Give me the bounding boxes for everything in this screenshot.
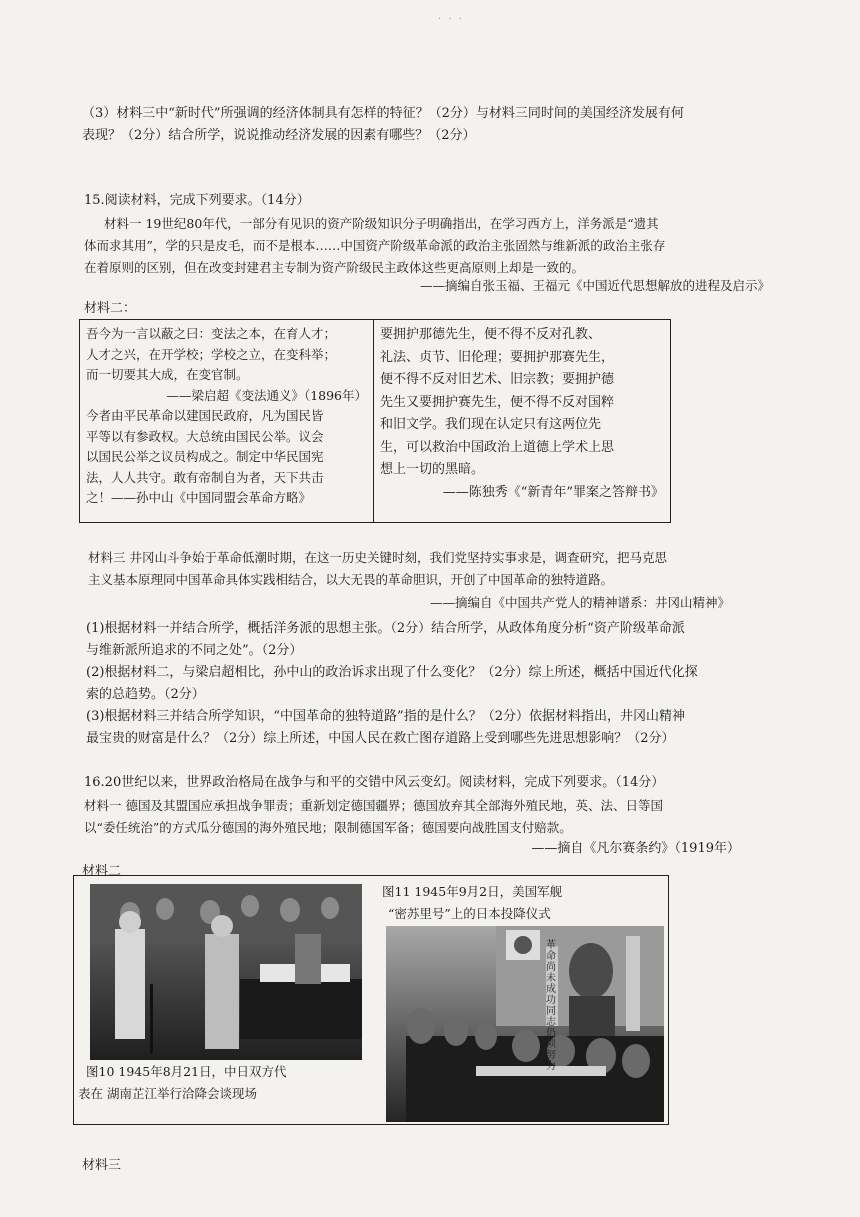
q15-material1-source: ——摘编自张玉福、王福元《中国近代思想解放的进程及启示》: [419, 278, 770, 293]
q16-material3-label: 材料三: [82, 1158, 122, 1173]
table-left-cell: [80, 320, 374, 522]
q15-material1-line3: 在着原则的区别，但在改变封建君主专制为资产阶级民主政体这些更高原则上却是一致的。: [84, 260, 585, 275]
figure11-poster-text: 革命尚未成功 同志仍须努力: [546, 940, 556, 1072]
q15-material2-table: [79, 319, 671, 523]
figure10-photo: [90, 884, 362, 1060]
table-left-source-sun: 之！——孙中山《中国同盟会革命方略》: [86, 490, 312, 505]
q15-question2-line2: 索的总趋势。（2分）: [86, 687, 205, 702]
q15-question3-line2: 最宝贵的财富是什么？（2分）综上所述，中国人民在救亡图存道路上受到哪些先进思想影响？（2分）: [86, 731, 675, 746]
table-left-line: 今者由平民革命以建国民政府，凡为国民皆: [86, 408, 324, 423]
table-left-line: 以国民公举之议员构成之。制定中华民国宪: [86, 449, 324, 464]
q15-material3-line1: 材料三 井冈山斗争始于革命低潮时期，在这一历史关键时刻，我们党坚持实事求是，调查研究，把马克思: [88, 550, 667, 565]
figure11-image: [386, 926, 664, 1122]
table-right-cell: [374, 320, 670, 522]
table-right-line: 生，可以救治中国政治上道德上学术上思: [380, 439, 615, 455]
q16-material2-label: 材料二: [82, 864, 122, 879]
figure10-image: [90, 884, 362, 1060]
table-right-line: 和旧文学。我们现在认定只有这两位先: [380, 417, 602, 432]
table-left-source-liang: ——梁启超《变法通义》（1896年）: [166, 387, 367, 403]
q16-material1-line1: 材料一 德国及其盟国应承担战争罪责；重新划定德国疆界；德国放弃其全部海外殖民地，英、法、日等国: [84, 798, 663, 813]
q16-material1-source: ——摘自《凡尔赛条约》（1919年）: [531, 841, 740, 856]
table-right-line: 想上一切的黑暗。: [380, 462, 485, 477]
figure10-caption-line2: 表在 湖南芷江举行洽降会谈现场: [78, 1086, 257, 1101]
q16-material2-figures: [73, 875, 669, 1125]
page-top-marks: · · ·: [438, 14, 464, 25]
table-right-line: 礼法、贞节、旧伦理；要拥护那赛先生，: [380, 349, 615, 365]
table-left-line: 法，人人共守。敢有帝制自为者，天下共击: [86, 469, 324, 485]
q15-material1-line2: 体而求其用”，学的只是皮毛，而不是根本……中国资产阶级革命派的政治主张固然与维新派的政治主张存: [84, 238, 666, 253]
table-left-line: 吾今为一言以蔽之曰：变法之本，在育人才；: [86, 326, 337, 341]
q15-question2-line1: (2)根据材料二，与梁启超相比，孙中山的政治诉求出现了什么变化？（2分）综上所述，概括中国近代化探: [86, 665, 698, 680]
q15-question3-line1: (3)根据材料三并结合所学知识，“中国革命的独特道路”指的是什么？（2分）依据材料指出，井冈山精神: [86, 709, 685, 724]
figure11-caption-line2: “密苏里号”上的日本投降仪式: [388, 906, 551, 921]
q15-material3-line2: 主义基本原理同中国革命具体实践相结合，以大无畏的革命胆识，开创了中国革命的独特道路。: [88, 572, 614, 587]
table-left-line: 人才之兴，在开学校；学校之立，在变科举；: [86, 346, 337, 362]
q15-question1-line1: (1)根据材料一并结合所学，概括洋务派的思想主张。（2分）结合所学，从政体角度分析“资产阶级革命派: [86, 621, 685, 636]
table-right-line: 便不得不反对旧艺术、旧宗教；要拥护德: [380, 372, 615, 387]
table-left-line: 平等以有参政权。大总统由国民公举。议会: [86, 428, 324, 444]
table-right-line: 要拥护那德先生，便不得不反对孔教、: [380, 327, 602, 342]
table-right-source-chen: ——陈独秀《“新青年”罪案之答辩书》: [442, 484, 664, 500]
figure10-caption-line1: 图10 1945年8月21日，中日双方代: [86, 1064, 287, 1079]
q16-heading: 16.20世纪以来，世界政治格局在战争与和平的交错中风云变幻。阅读材料，完成下列要求。（14分）: [84, 775, 665, 790]
q15-material1-line1: 材料一 19世纪80年代，一部分有见识的资产阶级知识分子明确指出，在学习西方上，洋务派是“遗其: [104, 216, 659, 231]
table-left-line: 而一切要其大成，在变官制。: [86, 367, 249, 382]
q15-material3-source: ——摘编自《中国共产党人的精神谱系：井冈山精神》: [429, 595, 730, 610]
q15-question1-line2: 与维新派所追求的不同之处”。（2分）: [86, 643, 303, 658]
table-right-line: 先生又要拥护赛先生，便不得不反对国粹: [380, 394, 615, 410]
q15-heading: 15.阅读材料，完成下列要求。（14分）: [84, 193, 310, 208]
q14-part3-line1: （3）材料三中“新时代”所强调的经济体制具有怎样的特征？（2分）与材料三同时间的美国经济发展有何: [82, 106, 684, 121]
q16-material1-line2: 以“委任统治”的方式瓜分德国的海外殖民地；限制德国军备；德国要向战胜国支付赔款。: [84, 820, 572, 835]
q15-material2-label: 材料二：: [84, 301, 137, 316]
figure11-photo: [386, 926, 664, 1122]
figure11-caption-line1: 图11 1945年9月2日，美国军舰: [382, 884, 563, 899]
q14-part3-line2: 表现？（2分）结合所学，说说推动经济发展的因素有哪些？（2分）: [82, 128, 476, 143]
